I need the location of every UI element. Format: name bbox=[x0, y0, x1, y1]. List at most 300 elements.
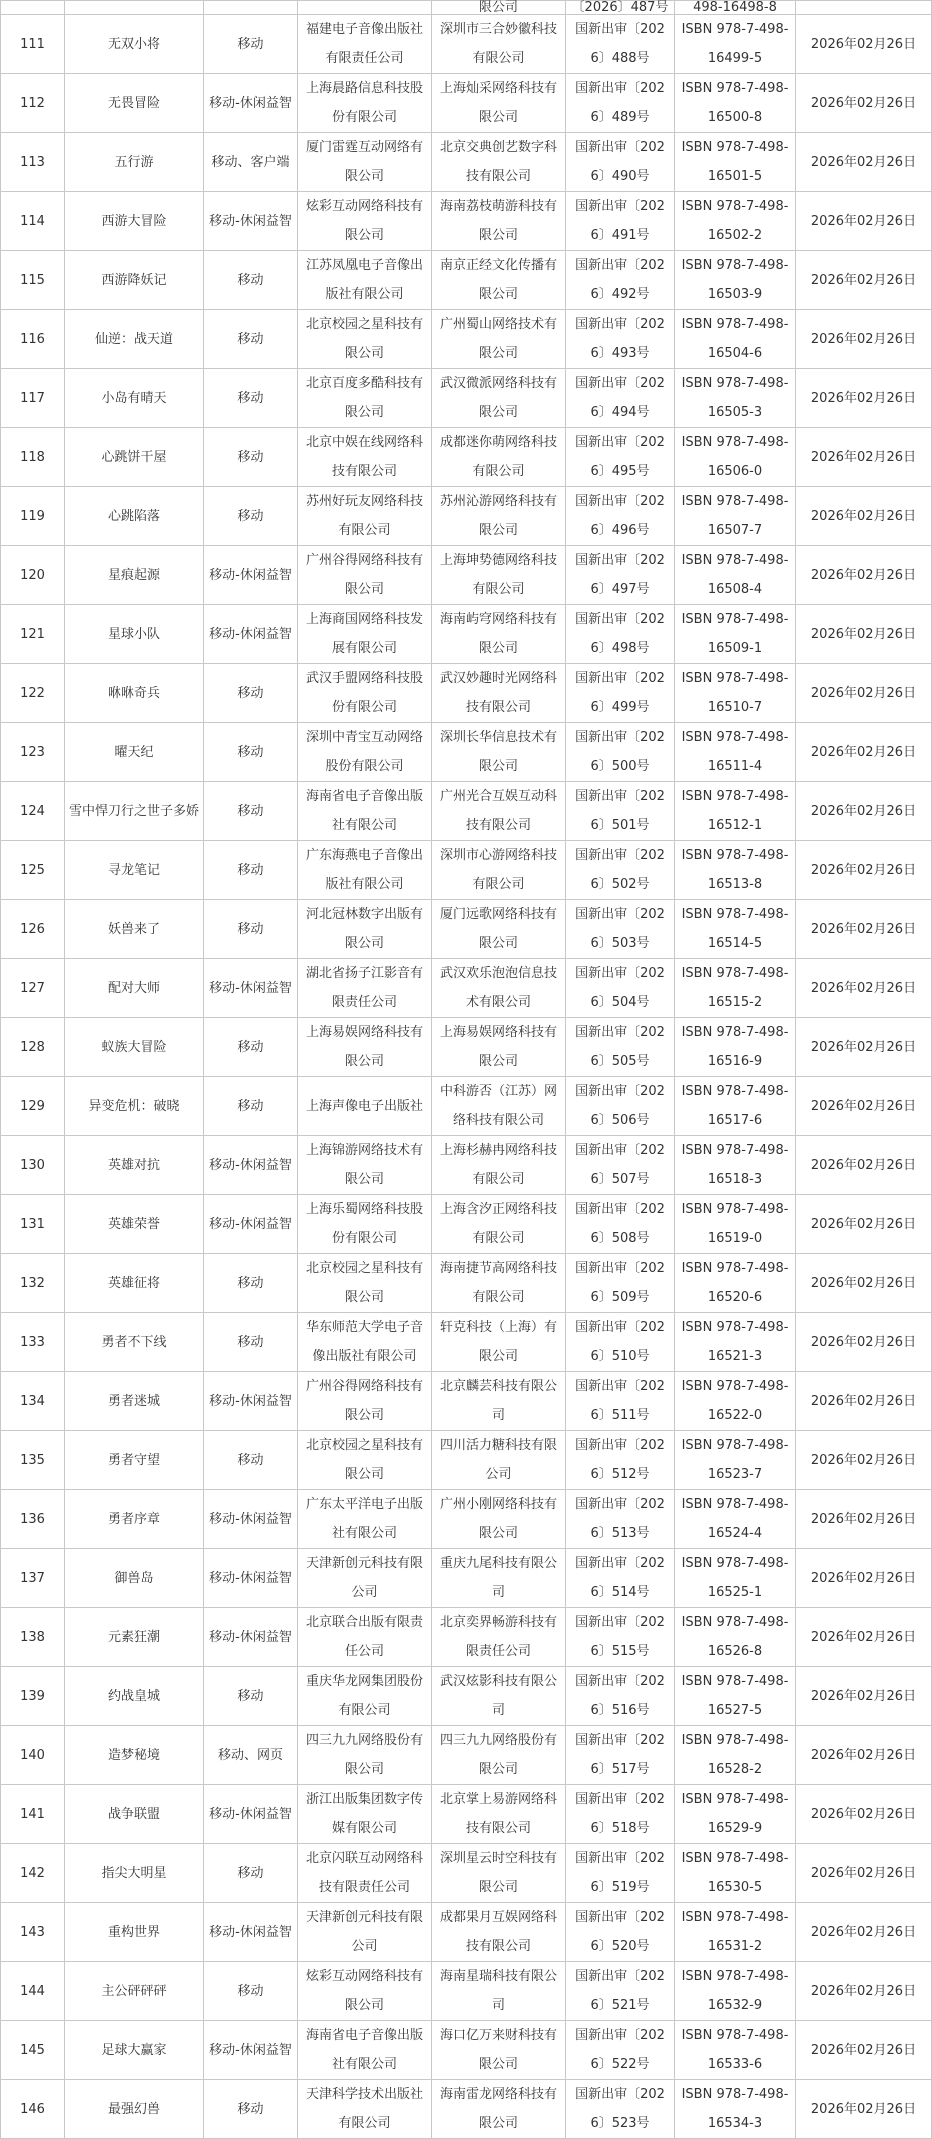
cell-date: 2026年02月26日 bbox=[796, 1018, 932, 1077]
cell-operator: 上海易娱网络科技有限公司 bbox=[432, 1018, 566, 1077]
cell-number: 124 bbox=[1, 782, 65, 841]
cell-game-name: 无双小将 bbox=[65, 15, 204, 74]
cell-operator: 上海灿采网络科技有限公司 bbox=[432, 74, 566, 133]
cell-type: 移动 bbox=[204, 487, 298, 546]
cell-type: 移动-休闲益智 bbox=[204, 1195, 298, 1254]
cell-date: 2026年02月26日 bbox=[796, 1549, 932, 1608]
cell-type: 移动 bbox=[204, 1313, 298, 1372]
cell-game-name: 指尖大明星 bbox=[65, 1844, 204, 1903]
cell-approval-number: 国新出审〔2026〕499号 bbox=[566, 664, 675, 723]
table-row bbox=[1, 310, 932, 369]
table-row bbox=[1, 1254, 932, 1313]
cell-date: 2026年02月26日 bbox=[796, 959, 932, 1018]
cell-operator: 成都迷你萌网络科技有限公司 bbox=[432, 428, 566, 487]
cell-approval-number: 国新出审〔2026〕518号 bbox=[566, 1785, 675, 1844]
cell-date: 2026年02月26日 bbox=[796, 1608, 932, 1667]
cell-type: 移动-休闲益智 bbox=[204, 2021, 298, 2080]
cell-publisher: 广州谷得网络科技有限公司 bbox=[298, 546, 432, 605]
table-row bbox=[1, 1549, 932, 1608]
table-row bbox=[1, 1077, 932, 1136]
cell-number: 129 bbox=[1, 1077, 65, 1136]
cell-isbn: ISBN 978-7-498-16532-9 bbox=[675, 1962, 796, 2021]
table-row bbox=[1, 428, 932, 487]
cell-isbn: 498-16498-8 bbox=[675, 1, 796, 15]
cell-number: 130 bbox=[1, 1136, 65, 1195]
cell-type: 移动-休闲益智 bbox=[204, 1903, 298, 1962]
cell-approval-number: 国新出审〔2026〕521号 bbox=[566, 1962, 675, 2021]
cell-game-name: 心跳陷落 bbox=[65, 487, 204, 546]
table-row bbox=[1, 1372, 932, 1431]
table-row bbox=[1, 1195, 932, 1254]
cell-number: 133 bbox=[1, 1313, 65, 1372]
cell-number: 132 bbox=[1, 1254, 65, 1313]
cell-publisher: 炫彩互动网络科技有限公司 bbox=[298, 192, 432, 251]
cell-operator: 海南捷节高网络科技有限公司 bbox=[432, 1254, 566, 1313]
cell-number: 145 bbox=[1, 2021, 65, 2080]
cell-type: 移动-休闲益智 bbox=[204, 1608, 298, 1667]
table-row bbox=[1, 1844, 932, 1903]
cell-type: 移动 bbox=[204, 251, 298, 310]
cell-publisher: 北京闪联互动网络科技有限责任公司 bbox=[298, 1844, 432, 1903]
table-row bbox=[1, 369, 932, 428]
cell-publisher: 四三九九网络股份有限公司 bbox=[298, 1726, 432, 1785]
cell-approval-number: 国新出审〔2026〕488号 bbox=[566, 15, 675, 74]
cell-game-name bbox=[65, 1, 204, 15]
table-row-partial bbox=[1, 1, 932, 15]
cell-date: 2026年02月26日 bbox=[796, 782, 932, 841]
cell-game-name: 重构世界 bbox=[65, 1903, 204, 1962]
cell-operator: 深圳市心游网络科技有限公司 bbox=[432, 841, 566, 900]
cell-publisher: 上海锦游网络技术有限公司 bbox=[298, 1136, 432, 1195]
cell-type: 移动-休闲益智 bbox=[204, 959, 298, 1018]
cell-type: 移动 bbox=[204, 1667, 298, 1726]
table-row bbox=[1, 1431, 932, 1490]
cell-operator: 北京掌上易游网络科技有限公司 bbox=[432, 1785, 566, 1844]
cell-isbn: ISBN 978-7-498-16520-6 bbox=[675, 1254, 796, 1313]
cell-approval-number: 国新出审〔2026〕522号 bbox=[566, 2021, 675, 2080]
cell-isbn: ISBN 978-7-498-16508-4 bbox=[675, 546, 796, 605]
table-row bbox=[1, 1726, 932, 1785]
cell-type: 移动 bbox=[204, 723, 298, 782]
cell-isbn: ISBN 978-7-498-16499-5 bbox=[675, 15, 796, 74]
cell-date: 2026年02月26日 bbox=[796, 1136, 932, 1195]
cell-operator: 广州小刚网络科技有限公司 bbox=[432, 1490, 566, 1549]
table-row bbox=[1, 1313, 932, 1372]
cell-number: 117 bbox=[1, 369, 65, 428]
cell-number: 146 bbox=[1, 2080, 65, 2139]
cell-number: 131 bbox=[1, 1195, 65, 1254]
cell-approval-number: 国新出审〔2026〕494号 bbox=[566, 369, 675, 428]
cell-game-name: 勇者守望 bbox=[65, 1431, 204, 1490]
cell-isbn: ISBN 978-7-498-16530-5 bbox=[675, 1844, 796, 1903]
cell-isbn: ISBN 978-7-498-16517-6 bbox=[675, 1077, 796, 1136]
cell-operator: 北京麟芸科技有限公司 bbox=[432, 1372, 566, 1431]
cell-date: 2026年02月26日 bbox=[796, 192, 932, 251]
table-row bbox=[1, 15, 932, 74]
cell-number: 141 bbox=[1, 1785, 65, 1844]
cell-game-name: 西游大冒险 bbox=[65, 192, 204, 251]
table-row bbox=[1, 664, 932, 723]
table-row bbox=[1, 959, 932, 1018]
cell-number: 136 bbox=[1, 1490, 65, 1549]
cell-publisher: 福建电子音像出版社有限责任公司 bbox=[298, 15, 432, 74]
cell-type: 移动-休闲益智 bbox=[204, 74, 298, 133]
cell-game-name: 星痕起源 bbox=[65, 546, 204, 605]
cell-type: 移动-休闲益智 bbox=[204, 1785, 298, 1844]
cell-approval-number: 国新出审〔2026〕500号 bbox=[566, 723, 675, 782]
cell-publisher: 苏州好玩友网络科技有限公司 bbox=[298, 487, 432, 546]
cell-isbn: ISBN 978-7-498-16502-2 bbox=[675, 192, 796, 251]
cell-date: 2026年02月26日 bbox=[796, 2021, 932, 2080]
cell-approval-number: 〔2026〕487号 bbox=[566, 1, 675, 15]
cell-publisher: 广州谷得网络科技有限公司 bbox=[298, 1372, 432, 1431]
cell-number: 127 bbox=[1, 959, 65, 1018]
cell-isbn: ISBN 978-7-498-16526-8 bbox=[675, 1608, 796, 1667]
cell-type: 移动 bbox=[204, 1844, 298, 1903]
cell-type: 移动 bbox=[204, 428, 298, 487]
cell-type: 移动-休闲益智 bbox=[204, 192, 298, 251]
cell-date: 2026年02月26日 bbox=[796, 369, 932, 428]
cell-operator: 广州蜀山网络技术有限公司 bbox=[432, 310, 566, 369]
table-row bbox=[1, 723, 932, 782]
cell-publisher bbox=[298, 1, 432, 15]
cell-operator: 北京奕界畅游科技有限责任公司 bbox=[432, 1608, 566, 1667]
cell-game-name: 造梦秘境 bbox=[65, 1726, 204, 1785]
cell-isbn: ISBN 978-7-498-16504-6 bbox=[675, 310, 796, 369]
cell-publisher: 天津新创元科技有限公司 bbox=[298, 1903, 432, 1962]
cell-operator: 上海杉赫冉网络科技有限公司 bbox=[432, 1136, 566, 1195]
cell-game-name: 主公砰砰砰 bbox=[65, 1962, 204, 2021]
cell-approval-number: 国新出审〔2026〕506号 bbox=[566, 1077, 675, 1136]
cell-date: 2026年02月26日 bbox=[796, 1372, 932, 1431]
cell-approval-number: 国新出审〔2026〕517号 bbox=[566, 1726, 675, 1785]
cell-game-name: 最强幻兽 bbox=[65, 2080, 204, 2139]
cell-type: 移动 bbox=[204, 900, 298, 959]
cell-number: 139 bbox=[1, 1667, 65, 1726]
cell-date: 2026年02月26日 bbox=[796, 428, 932, 487]
cell-number: 115 bbox=[1, 251, 65, 310]
cell-number: 121 bbox=[1, 605, 65, 664]
table-row bbox=[1, 133, 932, 192]
cell-publisher: 炫彩互动网络科技有限公司 bbox=[298, 1962, 432, 2021]
cell-isbn: ISBN 978-7-498-16519-0 bbox=[675, 1195, 796, 1254]
cell-date: 2026年02月26日 bbox=[796, 15, 932, 74]
cell-game-name: 仙逆：战天道 bbox=[65, 310, 204, 369]
cell-isbn: ISBN 978-7-498-16506-0 bbox=[675, 428, 796, 487]
cell-date: 2026年02月26日 bbox=[796, 310, 932, 369]
cell-operator: 武汉微派网络科技有限公司 bbox=[432, 369, 566, 428]
cell-date: 2026年02月26日 bbox=[796, 251, 932, 310]
cell-approval-number: 国新出审〔2026〕504号 bbox=[566, 959, 675, 1018]
cell-publisher: 河北冠林数字出版有限公司 bbox=[298, 900, 432, 959]
cell-publisher: 江苏凤凰电子音像出版社有限公司 bbox=[298, 251, 432, 310]
cell-date: 2026年02月26日 bbox=[796, 1490, 932, 1549]
cell-publisher: 华东师范大学电子音像出版社有限公司 bbox=[298, 1313, 432, 1372]
cell-type: 移动、网页 bbox=[204, 1726, 298, 1785]
cell-date: 2026年02月26日 bbox=[796, 1313, 932, 1372]
cell-publisher: 天津新创元科技有限公司 bbox=[298, 1549, 432, 1608]
cell-publisher: 北京联合出版有限责任公司 bbox=[298, 1608, 432, 1667]
cell-operator: 成都果月互娱网络科技有限公司 bbox=[432, 1903, 566, 1962]
cell-operator: 上海含汐正网络科技有限公司 bbox=[432, 1195, 566, 1254]
cell-publisher: 上海乐蜀网络科技股份有限公司 bbox=[298, 1195, 432, 1254]
cell-isbn: ISBN 978-7-498-16512-1 bbox=[675, 782, 796, 841]
cell-isbn: ISBN 978-7-498-16525-1 bbox=[675, 1549, 796, 1608]
cell-operator: 厦门远歌网络科技有限公司 bbox=[432, 900, 566, 959]
cell-isbn: ISBN 978-7-498-16513-8 bbox=[675, 841, 796, 900]
cell-operator: 海南星瑞科技有限公司 bbox=[432, 1962, 566, 2021]
cell-type: 移动 bbox=[204, 664, 298, 723]
cell-operator: 限公司 bbox=[432, 1, 566, 15]
cell-game-name: 约战皇城 bbox=[65, 1667, 204, 1726]
cell-operator: 海南荔枝萌游科技有限公司 bbox=[432, 192, 566, 251]
cell-number: 140 bbox=[1, 1726, 65, 1785]
cell-number bbox=[1, 1, 65, 15]
cell-publisher: 海南省电子音像出版社有限公司 bbox=[298, 782, 432, 841]
cell-game-name: 御兽岛 bbox=[65, 1549, 204, 1608]
cell-isbn: ISBN 978-7-498-16521-3 bbox=[675, 1313, 796, 1372]
cell-date: 2026年02月26日 bbox=[796, 487, 932, 546]
cell-type: 移动 bbox=[204, 1077, 298, 1136]
cell-publisher: 北京校园之星科技有限公司 bbox=[298, 310, 432, 369]
cell-game-name: 元素狂潮 bbox=[65, 1608, 204, 1667]
cell-publisher: 北京中娱在线网络科技有限公司 bbox=[298, 428, 432, 487]
cell-operator: 中科游否（江苏）网络科技有限公司 bbox=[432, 1077, 566, 1136]
cell-number: 119 bbox=[1, 487, 65, 546]
cell-game-name: 英雄荣誉 bbox=[65, 1195, 204, 1254]
cell-approval-number: 国新出审〔2026〕492号 bbox=[566, 251, 675, 310]
cell-operator: 苏州沁游网络科技有限公司 bbox=[432, 487, 566, 546]
cell-approval-number: 国新出审〔2026〕519号 bbox=[566, 1844, 675, 1903]
cell-approval-number: 国新出审〔2026〕496号 bbox=[566, 487, 675, 546]
cell-publisher: 海南省电子音像出版社有限公司 bbox=[298, 2021, 432, 2080]
cell-approval-number: 国新出审〔2026〕507号 bbox=[566, 1136, 675, 1195]
cell-type: 移动-休闲益智 bbox=[204, 1490, 298, 1549]
cell-game-name: 五行游 bbox=[65, 133, 204, 192]
cell-publisher: 浙江出版集团数字传媒有限公司 bbox=[298, 1785, 432, 1844]
cell-number: 128 bbox=[1, 1018, 65, 1077]
cell-approval-number: 国新出审〔2026〕523号 bbox=[566, 2080, 675, 2139]
cell-operator: 轩克科技（上海）有限公司 bbox=[432, 1313, 566, 1372]
cell-publisher: 天津科学技术出版社有限公司 bbox=[298, 2080, 432, 2139]
cell-type: 移动 bbox=[204, 369, 298, 428]
cell-game-name: 勇者迷城 bbox=[65, 1372, 204, 1431]
cell-game-name: 足球大赢家 bbox=[65, 2021, 204, 2080]
cell-isbn: ISBN 978-7-498-16524-4 bbox=[675, 1490, 796, 1549]
cell-date: 2026年02月26日 bbox=[796, 1844, 932, 1903]
cell-approval-number: 国新出审〔2026〕495号 bbox=[566, 428, 675, 487]
cell-isbn: ISBN 978-7-498-16527-5 bbox=[675, 1667, 796, 1726]
cell-game-name: 英雄征将 bbox=[65, 1254, 204, 1313]
cell-number: 143 bbox=[1, 1903, 65, 1962]
cell-isbn: ISBN 978-7-498-16529-9 bbox=[675, 1785, 796, 1844]
cell-game-name: 蚁族大冒险 bbox=[65, 1018, 204, 1077]
cell-type: 移动-休闲益智 bbox=[204, 546, 298, 605]
cell-operator: 南京正经文化传播有限公司 bbox=[432, 251, 566, 310]
cell-publisher: 广东海燕电子音像出版社有限公司 bbox=[298, 841, 432, 900]
cell-approval-number: 国新出审〔2026〕509号 bbox=[566, 1254, 675, 1313]
cell-publisher: 上海易娱网络科技有限公司 bbox=[298, 1018, 432, 1077]
cell-number: 116 bbox=[1, 310, 65, 369]
cell-date: 2026年02月26日 bbox=[796, 1431, 932, 1490]
cell-approval-number: 国新出审〔2026〕489号 bbox=[566, 74, 675, 133]
cell-isbn: ISBN 978-7-498-16516-9 bbox=[675, 1018, 796, 1077]
cell-number: 134 bbox=[1, 1372, 65, 1431]
cell-isbn: ISBN 978-7-498-16531-2 bbox=[675, 1903, 796, 1962]
cell-isbn: ISBN 978-7-498-16533-6 bbox=[675, 2021, 796, 2080]
cell-type: 移动 bbox=[204, 841, 298, 900]
cell-date: 2026年02月26日 bbox=[796, 723, 932, 782]
cell-operator: 北京交典创艺数字科技有限公司 bbox=[432, 133, 566, 192]
cell-date: 2026年02月26日 bbox=[796, 900, 932, 959]
cell-game-name: 曜天纪 bbox=[65, 723, 204, 782]
cell-operator: 四川活力糖科技有限公司 bbox=[432, 1431, 566, 1490]
cell-isbn: ISBN 978-7-498-16503-9 bbox=[675, 251, 796, 310]
table-row bbox=[1, 2080, 932, 2139]
cell-date: 2026年02月26日 bbox=[796, 1254, 932, 1313]
cell-isbn: ISBN 978-7-498-16522-0 bbox=[675, 1372, 796, 1431]
table-row bbox=[1, 1136, 932, 1195]
cell-publisher: 重庆华龙网集团股份有限公司 bbox=[298, 1667, 432, 1726]
cell-operator: 武汉欢乐泡泡信息技术有限公司 bbox=[432, 959, 566, 1018]
cell-game-name: 勇者不下线 bbox=[65, 1313, 204, 1372]
cell-approval-number: 国新出审〔2026〕512号 bbox=[566, 1431, 675, 1490]
cell-isbn: ISBN 978-7-498-16505-3 bbox=[675, 369, 796, 428]
cell-type: 移动、客户端 bbox=[204, 133, 298, 192]
cell-date: 2026年02月26日 bbox=[796, 2080, 932, 2139]
cell-approval-number: 国新出审〔2026〕520号 bbox=[566, 1903, 675, 1962]
cell-approval-number: 国新出审〔2026〕513号 bbox=[566, 1490, 675, 1549]
cell-approval-number: 国新出审〔2026〕508号 bbox=[566, 1195, 675, 1254]
cell-number: 111 bbox=[1, 15, 65, 74]
cell-publisher: 厦门雷霆互动网络有限公司 bbox=[298, 133, 432, 192]
cell-approval-number: 国新出审〔2026〕491号 bbox=[566, 192, 675, 251]
cell-approval-number: 国新出审〔2026〕498号 bbox=[566, 605, 675, 664]
cell-game-name: 西游降妖记 bbox=[65, 251, 204, 310]
cell-approval-number: 国新出审〔2026〕501号 bbox=[566, 782, 675, 841]
cell-isbn: ISBN 978-7-498-16500-8 bbox=[675, 74, 796, 133]
cell-number: 135 bbox=[1, 1431, 65, 1490]
cell-type: 移动 bbox=[204, 782, 298, 841]
cell-game-name: 小岛有晴天 bbox=[65, 369, 204, 428]
cell-operator: 上海坤势德网络科技有限公司 bbox=[432, 546, 566, 605]
cell-isbn: ISBN 978-7-498-16509-1 bbox=[675, 605, 796, 664]
cell-number: 137 bbox=[1, 1549, 65, 1608]
cell-number: 120 bbox=[1, 546, 65, 605]
cell-approval-number: 国新出审〔2026〕493号 bbox=[566, 310, 675, 369]
cell-number: 138 bbox=[1, 1608, 65, 1667]
cell-date bbox=[796, 1, 932, 15]
table-row bbox=[1, 546, 932, 605]
cell-isbn: ISBN 978-7-498-16510-7 bbox=[675, 664, 796, 723]
cell-game-name: 寻龙笔记 bbox=[65, 841, 204, 900]
cell-type: 移动-休闲益智 bbox=[204, 1549, 298, 1608]
cell-date: 2026年02月26日 bbox=[796, 664, 932, 723]
table-row bbox=[1, 605, 932, 664]
cell-operator: 武汉炫影科技有限公司 bbox=[432, 1667, 566, 1726]
cell-date: 2026年02月26日 bbox=[796, 841, 932, 900]
table-row bbox=[1, 782, 932, 841]
cell-operator: 海口亿万来财科技有限公司 bbox=[432, 2021, 566, 2080]
table-row bbox=[1, 1962, 932, 2021]
cell-publisher: 北京校园之星科技有限公司 bbox=[298, 1431, 432, 1490]
cell-isbn: ISBN 978-7-498-16534-3 bbox=[675, 2080, 796, 2139]
cell-publisher: 武汉手盟网络科技股份有限公司 bbox=[298, 664, 432, 723]
cell-operator: 深圳星云时空科技有限公司 bbox=[432, 1844, 566, 1903]
cell-date: 2026年02月26日 bbox=[796, 133, 932, 192]
cell-game-name: 勇者序章 bbox=[65, 1490, 204, 1549]
cell-date: 2026年02月26日 bbox=[796, 74, 932, 133]
table-row bbox=[1, 487, 932, 546]
cell-isbn: ISBN 978-7-498-16514-5 bbox=[675, 900, 796, 959]
cell-publisher: 上海晨路信息科技股份有限公司 bbox=[298, 74, 432, 133]
cell-date: 2026年02月26日 bbox=[796, 605, 932, 664]
cell-publisher: 上海声像电子出版社 bbox=[298, 1077, 432, 1136]
cell-type: 移动 bbox=[204, 1018, 298, 1077]
cell-type: 移动 bbox=[204, 1962, 298, 2021]
cell-operator: 深圳长华信息技术有限公司 bbox=[432, 723, 566, 782]
table-row bbox=[1, 192, 932, 251]
table-row bbox=[1, 1608, 932, 1667]
cell-approval-number: 国新出审〔2026〕514号 bbox=[566, 1549, 675, 1608]
table-body bbox=[1, 1, 932, 2139]
table-row bbox=[1, 251, 932, 310]
cell-operator: 重庆九尾科技有限公司 bbox=[432, 1549, 566, 1608]
cell-approval-number: 国新出审〔2026〕511号 bbox=[566, 1372, 675, 1431]
cell-number: 118 bbox=[1, 428, 65, 487]
cell-type: 移动-休闲益智 bbox=[204, 605, 298, 664]
cell-isbn: ISBN 978-7-498-16528-2 bbox=[675, 1726, 796, 1785]
cell-game-name: 咻咻奇兵 bbox=[65, 664, 204, 723]
cell-operator: 广州光合互娱互动科技有限公司 bbox=[432, 782, 566, 841]
cell-number: 144 bbox=[1, 1962, 65, 2021]
cell-approval-number: 国新出审〔2026〕515号 bbox=[566, 1608, 675, 1667]
cell-type: 移动 bbox=[204, 1431, 298, 1490]
cell-type: 移动 bbox=[204, 1254, 298, 1313]
cell-game-name: 英雄对抗 bbox=[65, 1136, 204, 1195]
cell-game-name: 无畏冒险 bbox=[65, 74, 204, 133]
cell-number: 122 bbox=[1, 664, 65, 723]
cell-approval-number: 国新出审〔2026〕505号 bbox=[566, 1018, 675, 1077]
cell-game-name: 战争联盟 bbox=[65, 1785, 204, 1844]
cell-publisher: 北京校园之星科技有限公司 bbox=[298, 1254, 432, 1313]
cell-type bbox=[204, 1, 298, 15]
cell-isbn: ISBN 978-7-498-16501-5 bbox=[675, 133, 796, 192]
cell-number: 126 bbox=[1, 900, 65, 959]
cell-publisher: 湖北省扬子江影音有限责任公司 bbox=[298, 959, 432, 1018]
table-row bbox=[1, 1903, 932, 1962]
cell-operator: 武汉妙趣时光网络科技有限公司 bbox=[432, 664, 566, 723]
cell-operator: 海南屿穹网络科技有限公司 bbox=[432, 605, 566, 664]
table-row bbox=[1, 1667, 932, 1726]
cell-game-name: 雪中悍刀行之世子多娇 bbox=[65, 782, 204, 841]
cell-type: 移动-休闲益智 bbox=[204, 1136, 298, 1195]
cell-number: 113 bbox=[1, 133, 65, 192]
cell-approval-number: 国新出审〔2026〕490号 bbox=[566, 133, 675, 192]
cell-game-name: 配对大师 bbox=[65, 959, 204, 1018]
cell-operator: 四三九九网络股份有限公司 bbox=[432, 1726, 566, 1785]
cell-publisher: 广东太平洋电子出版社有限公司 bbox=[298, 1490, 432, 1549]
cell-publisher: 北京百度多酷科技有限公司 bbox=[298, 369, 432, 428]
table-row bbox=[1, 1785, 932, 1844]
cell-type: 移动 bbox=[204, 15, 298, 74]
cell-type: 移动-休闲益智 bbox=[204, 1372, 298, 1431]
table-row bbox=[1, 1490, 932, 1549]
table-row bbox=[1, 1018, 932, 1077]
cell-approval-number: 国新出审〔2026〕497号 bbox=[566, 546, 675, 605]
cell-isbn: ISBN 978-7-498-16511-4 bbox=[675, 723, 796, 782]
cell-date: 2026年02月26日 bbox=[796, 1962, 932, 2021]
